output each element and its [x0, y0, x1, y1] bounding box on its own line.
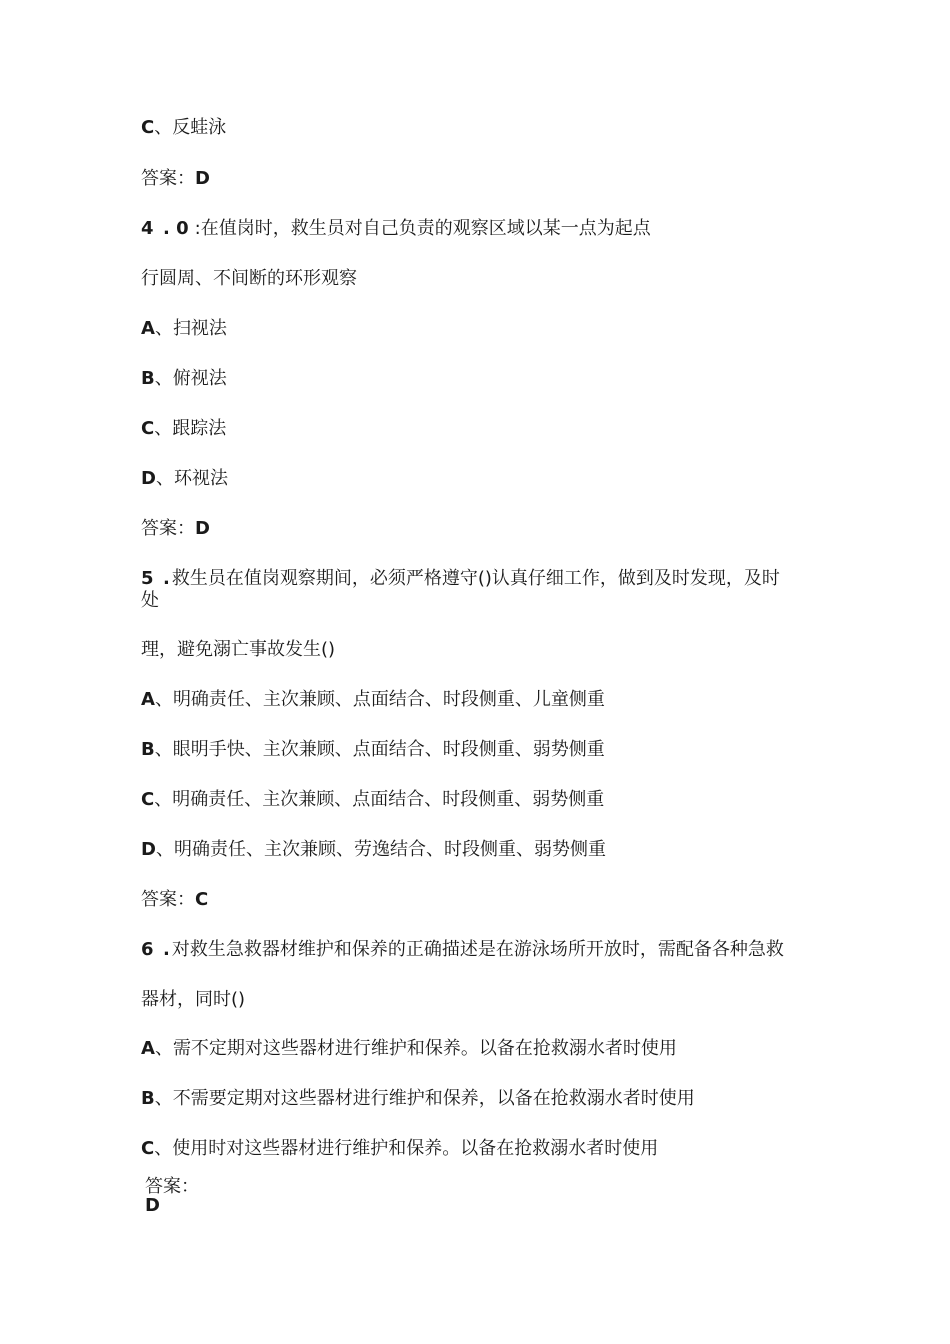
option-separator: 、: [154, 418, 173, 439]
q6-answer-value-line: [145, 1195, 160, 1217]
option-text: 明确责任、主次兼顾、点面结合、时段侧重、儿童侧重: [172, 689, 605, 710]
answer-label: 答案：: [145, 1176, 199, 1197]
q5-question-line1b: [141, 590, 159, 612]
option-text: 俯视法: [172, 368, 227, 389]
q4-answer: [141, 518, 210, 540]
option-separator: 、: [154, 739, 173, 760]
question-number-suffix: .: [163, 568, 170, 589]
answer-value: D: [195, 518, 210, 539]
question-number: 6: [141, 939, 154, 960]
q5-option-d: [141, 839, 606, 861]
option-text: 眼明手快、主次兼顾、点面结合、时段侧重、弱势侧重: [172, 739, 605, 760]
option-label: C: [141, 117, 155, 138]
q4-option-c: [141, 418, 226, 440]
option-text: 明确责任、主次兼顾、点面结合、时段侧重、弱势侧重: [172, 789, 605, 810]
q4-question-line1: [141, 218, 651, 240]
q6-question-line1: [141, 939, 784, 961]
option-text: 反蛙泳: [172, 117, 227, 138]
q5-option-b: [141, 739, 605, 761]
option-separator: 、: [154, 368, 173, 389]
question-text: 救生员在值岗观察期间，必须严格遵守()认真仔细工作，做到及时发现，及时: [171, 568, 780, 589]
q5-question-line1: [141, 568, 780, 590]
option-label: A: [141, 689, 155, 710]
q5-option-c: [141, 789, 604, 811]
q3-answer: [141, 168, 210, 190]
question-text: 对救生急救器材维护和保养的正确描述是在游泳场所开放时，需配备各种急救: [171, 939, 784, 960]
question-text-continued: 理，避免溺亡事故发生(): [141, 639, 336, 660]
q6-question-line2: [141, 989, 245, 1011]
question-text-continued: 器材，同时(): [141, 989, 246, 1010]
option-label: B: [141, 368, 155, 389]
question-text-wrap: 处: [141, 590, 159, 611]
answer-value: C: [195, 889, 209, 910]
q6-option-b: [141, 1088, 695, 1110]
q4-option-b: [141, 368, 227, 390]
option-label: B: [141, 739, 155, 760]
q4-question-line2: [141, 268, 357, 290]
option-label: C: [141, 1138, 155, 1159]
option-text: 需不定期对这些器材进行维护和保养。以备在抢救溺水者时使用: [172, 1038, 677, 1059]
option-text: 明确责任、主次兼顾、劳逸结合、时段侧重、弱势侧重: [173, 839, 606, 860]
option-text: 使用时对这些器材进行维护和保养。以备在抢救溺水者时使用: [172, 1138, 659, 1159]
option-label: A: [141, 318, 155, 339]
option-label: C: [141, 418, 155, 439]
q4-option-d: [141, 468, 228, 490]
q5-question-line2: [141, 639, 335, 661]
question-number: 4: [141, 218, 154, 239]
option-label: A: [141, 1038, 155, 1059]
q5-answer: [141, 889, 208, 911]
option-label: D: [141, 839, 156, 860]
option-separator: 、: [155, 468, 174, 489]
question-text-continued: 行圆周、不间断的环形观察: [141, 268, 357, 289]
option-text: 跟踪法: [172, 418, 227, 439]
option-separator: 、: [154, 117, 173, 138]
question-number: 5: [141, 568, 154, 589]
question-text: :在值岗时，救生员对自己负责的观察区域以某一点为起点: [194, 218, 651, 239]
option-separator: 、: [154, 318, 173, 339]
answer-label: 答案：: [141, 168, 195, 189]
q4-option-a: [141, 318, 227, 340]
option-text: 环视法: [173, 468, 228, 489]
option-text: 不需要定期对这些器材进行维护和保养，以备在抢救溺水者时使用: [172, 1088, 695, 1109]
q3-option-c: [141, 117, 226, 139]
option-separator: 、: [154, 1088, 173, 1109]
option-separator: 、: [154, 1138, 173, 1159]
question-number-suffix: . 0: [163, 218, 189, 239]
option-separator: 、: [154, 1038, 173, 1059]
q6-option-c: [141, 1138, 658, 1160]
answer-label: 答案：: [141, 889, 195, 910]
option-label: C: [141, 789, 155, 810]
answer-label: 答案：: [141, 518, 195, 539]
option-separator: 、: [154, 789, 173, 810]
option-label: B: [141, 1088, 155, 1109]
q6-option-a: [141, 1038, 677, 1060]
option-text: 扫视法: [172, 318, 227, 339]
answer-value: D: [145, 1195, 160, 1216]
answer-value: D: [195, 168, 210, 189]
option-separator: 、: [154, 689, 173, 710]
option-label: D: [141, 468, 156, 489]
question-number-suffix: .: [163, 939, 170, 960]
q5-option-a: [141, 689, 605, 711]
option-separator: 、: [155, 839, 174, 860]
